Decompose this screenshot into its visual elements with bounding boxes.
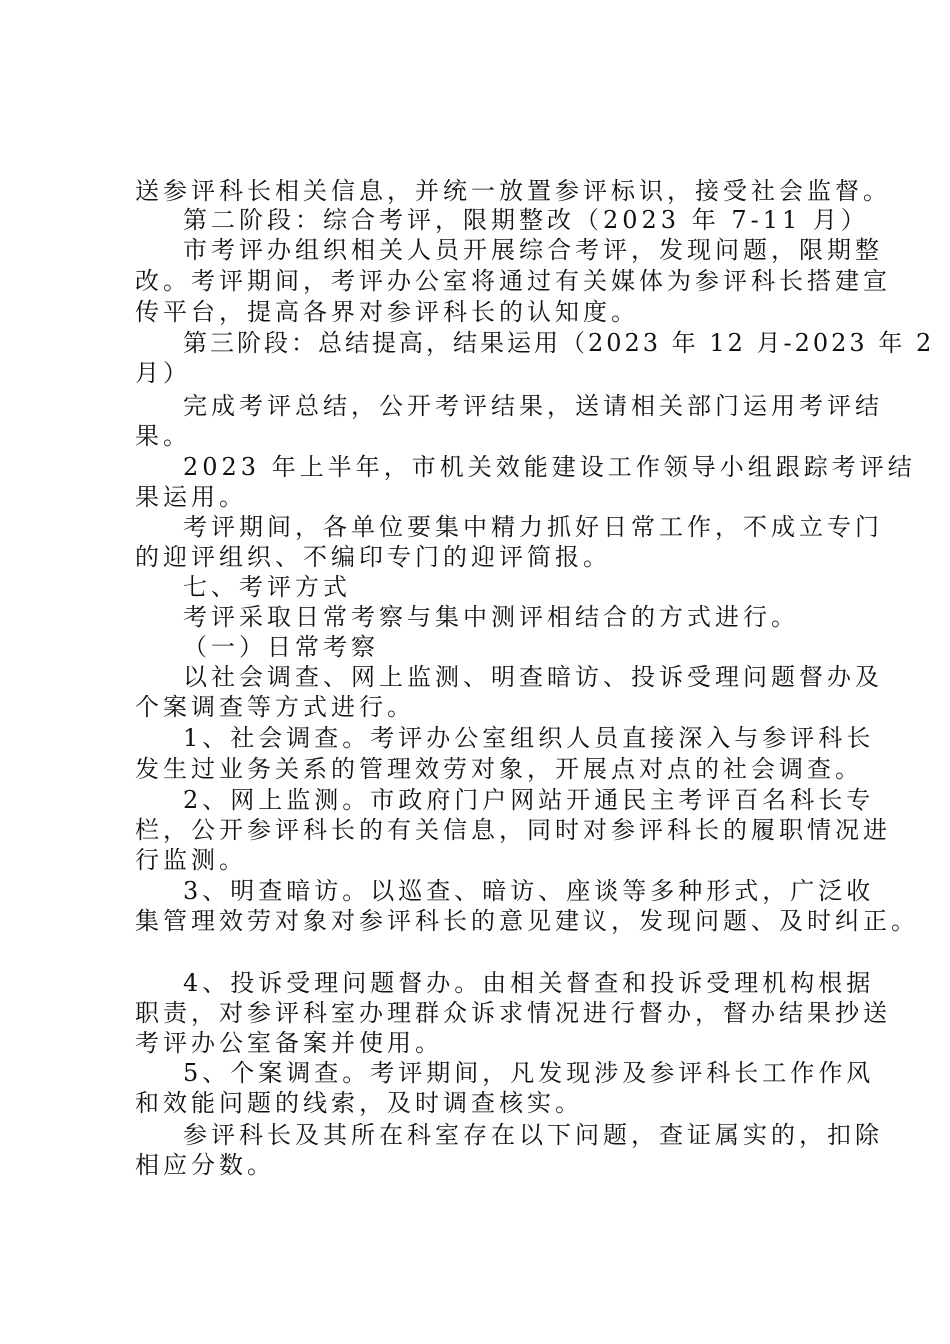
text-line-18: 个案调查等方式进行。: [135, 693, 415, 721]
text-line-27: 职责，对参评科室办理群众诉求情况进行督办，督办结果抄送: [135, 999, 891, 1027]
text-line-7: 月）: [135, 359, 191, 387]
text-line-20: 发生过业务关系的管理效劳对象，开展点对点的社会调查。: [135, 755, 863, 783]
text-line-4: 改。考评期间，考评办公室将通过有关媒体为参评科长搭建宣: [135, 267, 891, 295]
text-line-23: 行监测。: [135, 846, 247, 874]
text-line-14: 七、考评方式: [183, 573, 351, 601]
text-line-9: 果。: [135, 422, 191, 450]
text-line-31: 参评科长及其所在科室存在以下问题，查证属实的，扣除: [183, 1121, 883, 1149]
text-line-32: 相应分数。: [135, 1151, 275, 1179]
text-line-19: 1、社会调查。考评办公室组织人员直接深入与参评科长: [183, 724, 875, 752]
text-line-29: 5、个案调查。考评期间，凡发现涉及参评科长工作作风: [183, 1059, 875, 1087]
text-line-25: 集管理效劳对象对参评科长的意见建议，发现问题、及时纠正。: [135, 907, 919, 935]
text-line-3: 市考评办组织相关人员开展综合考评，发现问题，限期整: [183, 236, 883, 264]
text-line-13: 的迎评组织、不编印专门的迎评简报。: [135, 543, 611, 571]
text-line-16: （一）日常考察: [183, 633, 379, 661]
text-line-1: 送参评科长相关信息，并统一放置参评标识，接受社会监督。: [135, 177, 891, 205]
text-line-21: 2、网上监测。市政府门户网站开通民主考评百名科长专: [183, 786, 875, 814]
text-line-17: 以社会调查、网上监测、明查暗访、投诉受理问题督办及: [183, 663, 883, 691]
text-line-26: 4、投诉受理问题督办。由相关督查和投诉受理机构根据: [183, 969, 875, 997]
text-line-24: 3、明查暗访。以巡查、暗访、座谈等多种形式，广泛收: [183, 877, 875, 905]
text-line-12: 考评期间，各单位要集中精力抓好日常工作，不成立专门: [183, 513, 883, 541]
text-line-6: 第三阶段：总结提高，结果运用（2023 年 12 月-2023 年 2: [183, 329, 935, 357]
text-line-28: 考评办公室备案并使用。: [135, 1029, 443, 1057]
text-line-11: 果运用。: [135, 483, 247, 511]
text-line-5: 传平台，提高各界对参评科长的认知度。: [135, 298, 639, 326]
text-line-30: 和效能问题的线索，及时调查核实。: [135, 1089, 583, 1117]
text-line-10: 2023 年上半年，市机关效能建设工作领导小组跟踪考评结: [183, 453, 916, 481]
text-line-22: 栏，公开参评科长的有关信息，同时对参评科长的履职情况进: [135, 816, 891, 844]
text-line-8: 完成考评总结，公开考评结果，送请相关部门运用考评结: [183, 392, 883, 420]
text-line-2: 第二阶段：综合考评，限期整改（2023 年 7-11 月）: [183, 206, 869, 234]
text-line-15: 考评采取日常考察与集中测评相结合的方式进行。: [183, 603, 799, 631]
